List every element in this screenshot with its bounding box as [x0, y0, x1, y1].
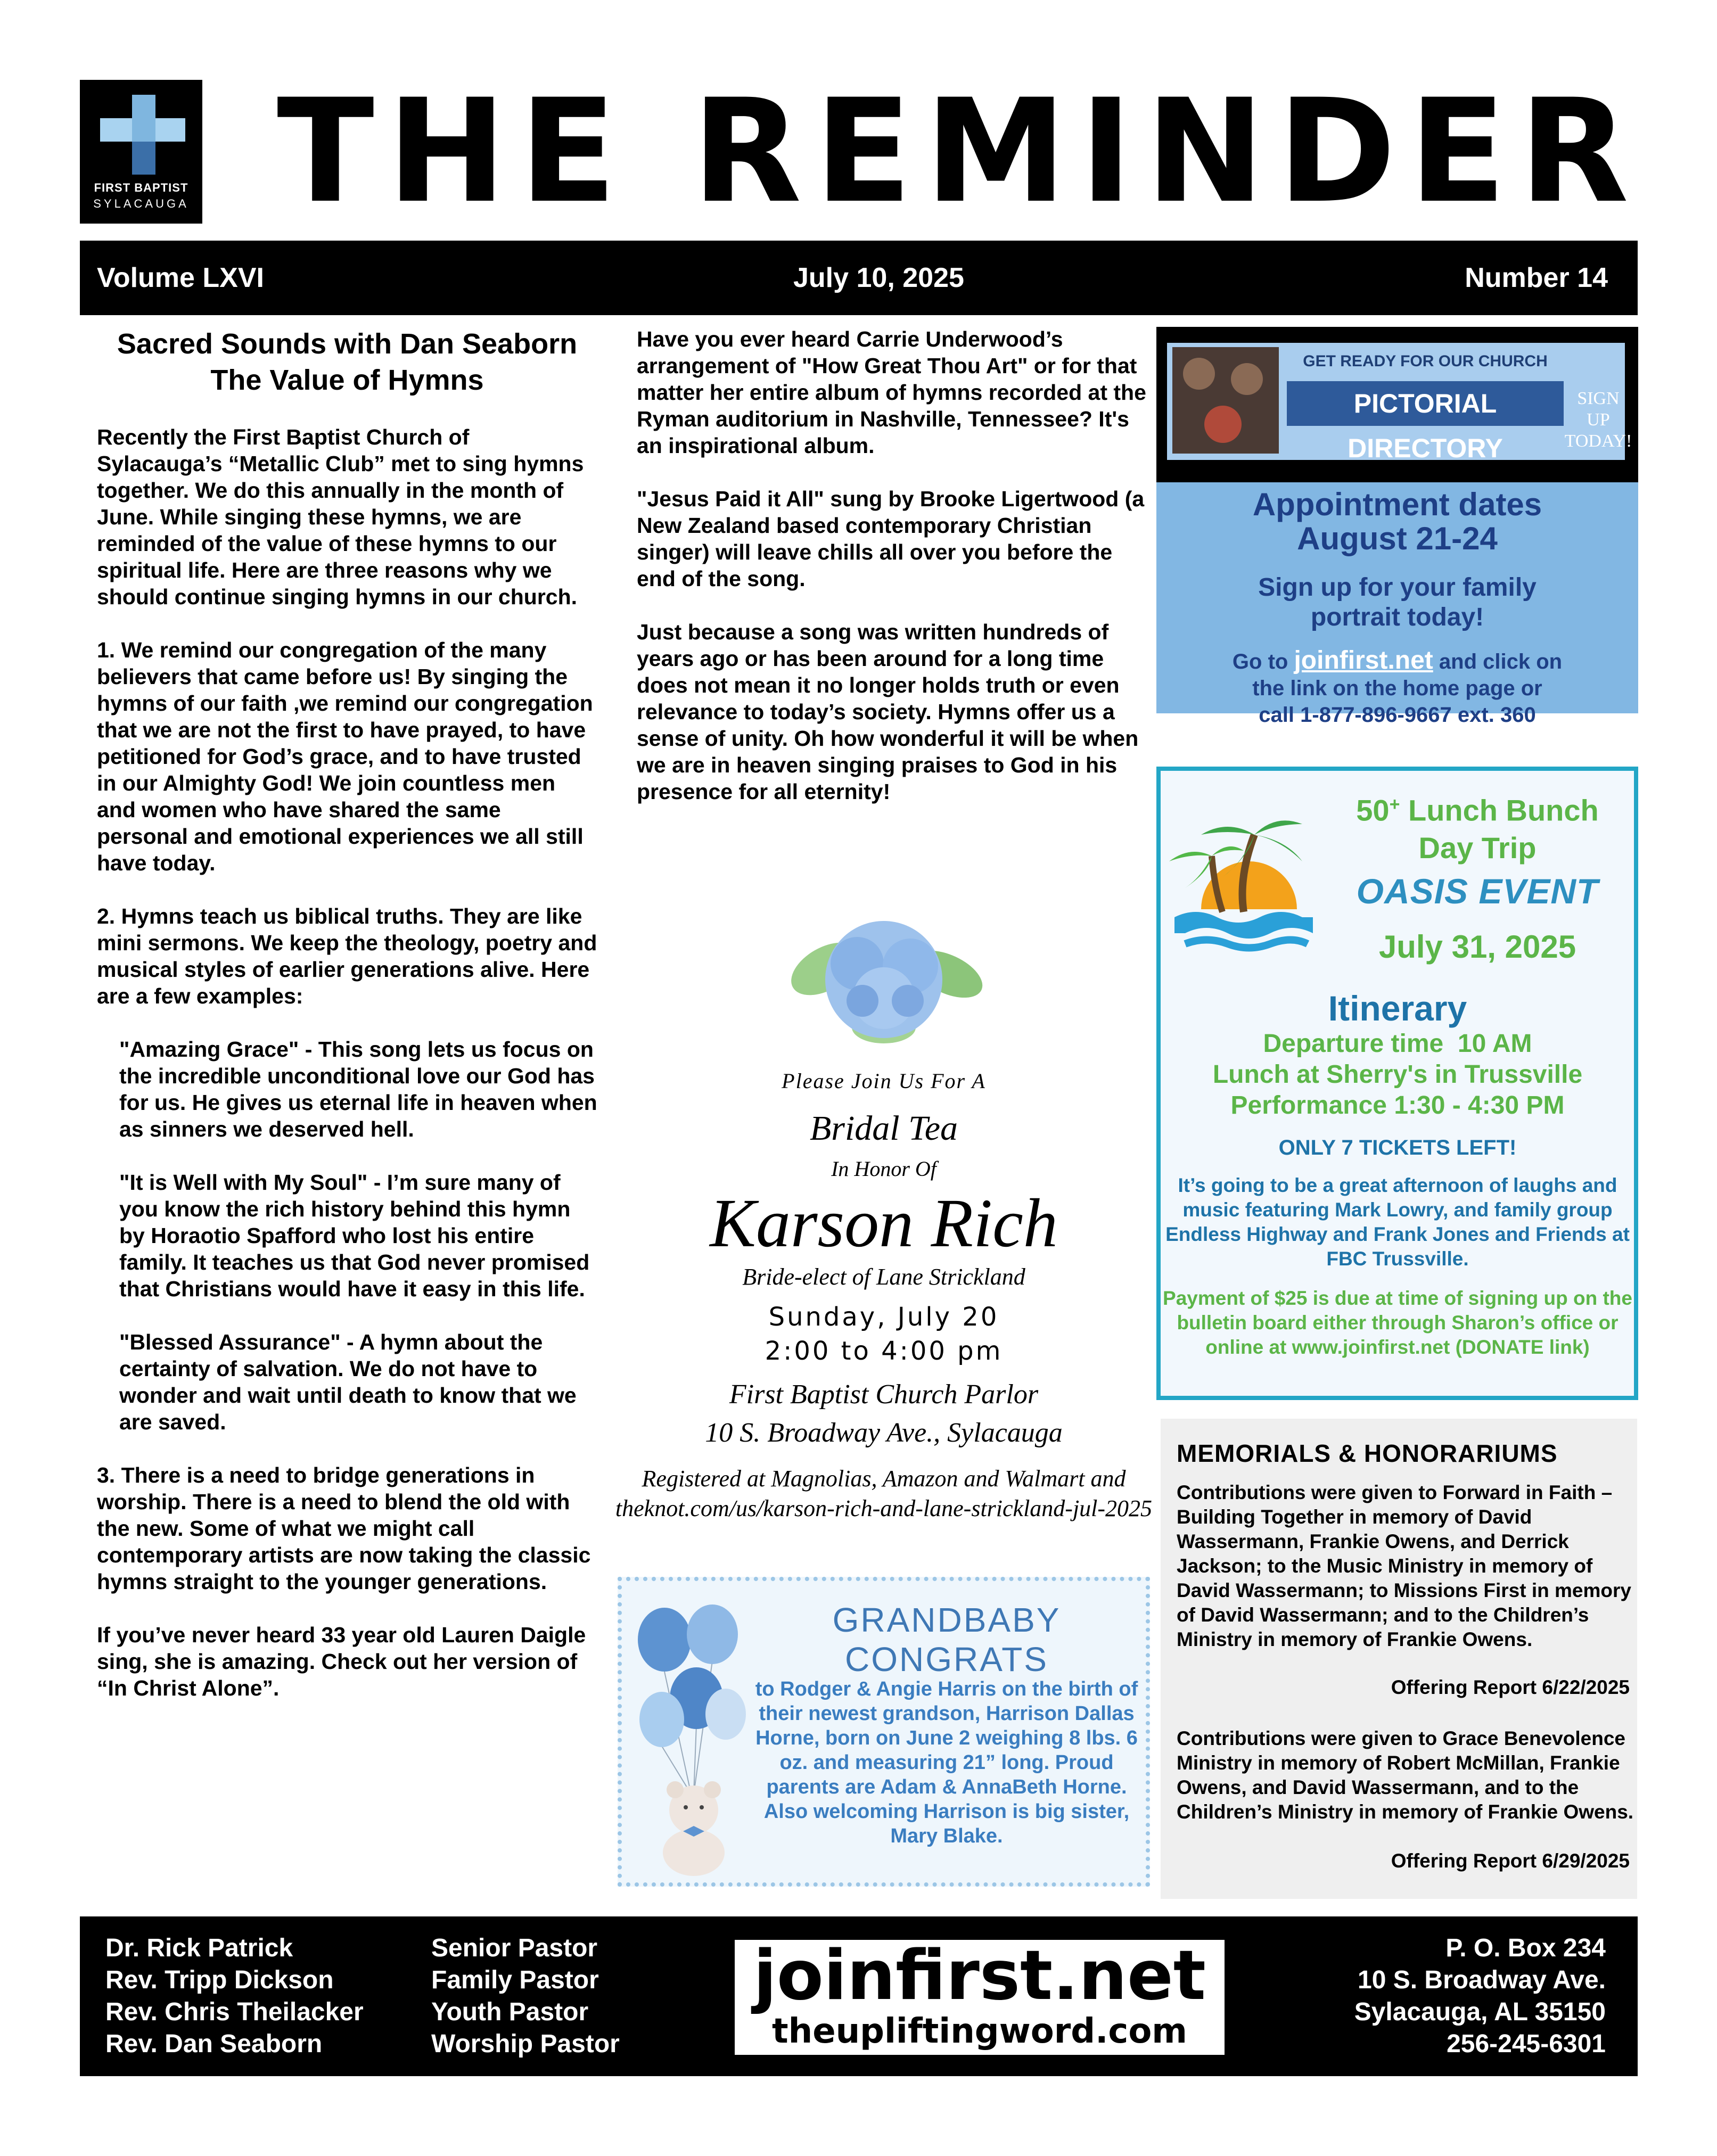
- upliftingword-url[interactable]: theupliftingword.com: [772, 2012, 1187, 2051]
- age-number: 50: [1356, 793, 1390, 827]
- offering-report: Offering Report 6/22/2025: [1391, 1676, 1630, 1698]
- directory-header: [1156, 327, 1638, 482]
- appointment-label: Appointment dates: [1252, 487, 1542, 522]
- oasis-event: OASIS EVENT: [1356, 871, 1599, 911]
- article-paragraph: If you’ve never heard 33 year old Lauren Daigle sing, she is amazing. Check out her version of “In Christ Alone”.: [97, 1623, 586, 1700]
- trip-date: July 31, 2025: [1378, 929, 1576, 965]
- hydrangea-flower-icon: [777, 905, 990, 1059]
- tickets-left: ONLY 7 TICKETS LEFT!: [1278, 1136, 1517, 1159]
- staff-name: Rev. Chris Theilacker: [105, 1998, 364, 2026]
- phone-line: call 1-877-896-9667 ext. 360: [1259, 703, 1536, 727]
- palm-tree-sunset-icon: [1164, 803, 1324, 962]
- article-paragraph: Recently the First Baptist Church of Sylacauga’s “Metallic Club” met to sing hymns together. We do this annually in the month of June. While singing these hymns, we are reminded of the value of these hymns to our spiritual life. Here are three reasons why we should continue singing hymns in our church.: [97, 425, 584, 609]
- staff-title: Worship Pastor: [431, 2030, 620, 2058]
- phone-number: 256-245-6301: [1447, 2030, 1606, 2058]
- hymn-example: "Amazing Grace" - This song lets us focus on the incredible unconditional love our God has for us. He gives us eternal life in heaven when as sinners we deserved hell.: [119, 1037, 597, 1141]
- staff-title: Youth Pastor: [431, 1998, 589, 2026]
- bride-name: Karson Rich: [710, 1185, 1058, 1262]
- invite-line: Please Join Us For A: [782, 1069, 986, 1093]
- staff-name: Rev. Tripp Dickson: [105, 1966, 334, 1994]
- event-place: First Baptist Church Parlor: [729, 1379, 1039, 1410]
- memorials-box: [1161, 1419, 1637, 1899]
- staff-name: Dr. Rick Patrick: [105, 1934, 293, 1962]
- event-address: 10 S. Broadway Ave., Sylacauga: [705, 1418, 1063, 1448]
- article-heading: Sacred Sounds with Dan Seaborn: [117, 328, 578, 360]
- age-plus: +: [1389, 794, 1400, 814]
- appointment-range: August 21-24: [1297, 521, 1498, 556]
- performance-time: Performance 1:30 - 4:30 PM: [1230, 1091, 1565, 1120]
- article-paragraph: 3. There is a need to bridge generations in worship. There is a need to blend the old with the new. Some of what we might call contemporary artists are now taking the classic hymns straight to the younger generations.: [97, 1463, 591, 1594]
- offering-report: Offering Report 6/29/2025: [1391, 1850, 1630, 1872]
- directory-banner-title: PICTORIAL DIRECTORY: [1287, 381, 1564, 426]
- family-photo: [1172, 347, 1279, 454]
- article-paragraph: 1. We remind our congregation of the many believers that came before us! By singing the hymns of our faith ,we remind our congregation that we are not the first to have prayed, to have petitioned for God’s grace, and to have trusted in our Almighty God! We join countless men and women who have shared the same personal and emotional experiences we all still have today.: [97, 638, 593, 875]
- article-column-1: [97, 326, 597, 1728]
- article-subheading: The Value of Hymns: [210, 364, 484, 396]
- article-paragraph: 2. Hymns teach us biblical truths. They are like mini sermons. We keep the theology, poetry and musical styles of earlier generations alive. Here are a few examples:: [97, 904, 597, 1008]
- lunch-bunch-label: Lunch Bunch: [1400, 793, 1599, 827]
- address-line: Sylacauga, AL 35150: [1354, 1998, 1606, 2026]
- go-to-text: Go to: [1232, 650, 1294, 673]
- sign-up-message: [1156, 573, 1638, 632]
- staff-title: Family Pastor: [431, 1966, 599, 1994]
- staff-names: [105, 1932, 414, 2060]
- staff-titles: [431, 1932, 676, 2060]
- directory-ready: GET READY FOR OUR CHURCH: [1303, 352, 1548, 370]
- footer: [80, 1916, 1638, 2076]
- event-day: Sunday, July 20: [768, 1302, 999, 1332]
- article-paragraph: Just because a song was written hundreds of years ago or has been around for a long time does not mean it no longer holds truth or even relevance to today’s society. Hymns offer us a sense of unity. Oh how wonderful it will be when we are in heaven singing praises to God in his presence for all eternity!: [637, 620, 1139, 804]
- registry-info: Registered at Magnolias, Amazon and Walmart and theknot.com/us/karson-rich-and-lane-strickland-jul-2025: [615, 1466, 1153, 1521]
- logo-line2: SYLACAUGA: [93, 197, 189, 210]
- sign-up-line1: Sign up for your family: [1258, 573, 1537, 602]
- joinfirst-link[interactable]: joinfirst.net: [1294, 646, 1433, 674]
- pictorial-directory-box: [1156, 327, 1638, 727]
- directory-instructions: [1156, 647, 1638, 728]
- cross-shade: [132, 142, 155, 175]
- instructions-line2: the link on the home page or: [1252, 677, 1542, 700]
- honor-line: In Honor Of: [831, 1157, 936, 1181]
- day-trip-label: Day Trip: [1418, 830, 1537, 865]
- grandbaby-title: GRANDBABY CONGRATS: [832, 1601, 1061, 1678]
- hymn-example: "It is Well with My Soul" - I’m sure many of you know the rich history behind this hymn by Horaotio Spafford who lost his entire family. It teaches us that God never promised that Christians would have it easy in this life.: [119, 1170, 590, 1301]
- departure-time: Departure time 10 AM: [1263, 1030, 1532, 1058]
- address-line: 10 S. Broadway Ave.: [1358, 1966, 1606, 1994]
- staff-name: Rev. Dan Seaborn: [105, 2030, 323, 2058]
- joinfirst-url[interactable]: joinfirst.net: [753, 1936, 1206, 2015]
- address-line: P. O. Box 234: [1445, 1934, 1606, 1962]
- lunch-location: Lunch at Sherry's in Trussville: [1212, 1060, 1583, 1089]
- bride-elect-line: Bride-elect of Lane Strickland: [742, 1264, 1025, 1290]
- church-address: [1265, 1932, 1606, 2060]
- sign-up-today: SIGN UP TODAY!: [1564, 389, 1632, 451]
- volume-bar: [80, 241, 1638, 315]
- website-box: [735, 1936, 1225, 2055]
- hymn-example: "Blessed Assurance" - A hymn about the certainty of salvation. We do not have to wonder and wait until death to know that we are saved.: [119, 1330, 577, 1434]
- logo-line1: FIRST BAPTIST: [94, 181, 188, 194]
- article-paragraph: Have you ever heard Carrie Underwood’s arrangement of "How Great Thou Art" or for that matter her entire album of hymns recorded at the Ryman auditorium in Nashville, Tennessee? It's an inspirational album.: [637, 327, 1146, 458]
- memorial-paragraph: Contributions were given to Forward in Faith – Building Together in memory of David Wassermann, Frankie Owens, and Derrick Jackson; to the Music Ministry in memory of David Wassermann; to Missions First in memory of David Wassermann; and to the Children’s Ministry in memory of Frankie Owens.: [1177, 1482, 1631, 1650]
- itinerary-schedule: [1161, 1028, 1634, 1121]
- click-on-text: and click on: [1433, 650, 1563, 673]
- balloons-teddy-icon: [632, 1602, 755, 1879]
- bridal-tea-invitation: [612, 905, 1155, 1524]
- itinerary-heading: Itinerary: [1328, 989, 1467, 1028]
- lunch-bunch-box: [1156, 767, 1638, 1400]
- appointment-dates: [1156, 488, 1638, 556]
- grandbaby-text: to Rodger & Angie Harris on the birth of their newest grandson, Harrison Dallas Horne, born on June 2 weighing 8 lbs. 6 oz. and measuring 21” long. Proud parents are Adam & AnnaBeth Horne. Also welcoming Harrison is big sister, Mary Blake.: [755, 1678, 1138, 1847]
- event-name: Bridal Tea: [809, 1109, 958, 1148]
- church-logo: [80, 80, 202, 224]
- sign-up-line2: portrait today!: [1310, 603, 1484, 631]
- article-paragraph: "Jesus Paid it All" sung by Brooke Ligertwood (a New Zealand based contemporary Christian singer) will leave chills all over you before the end of the song.: [637, 487, 1145, 591]
- grandbaby-congrats-box: [618, 1577, 1150, 1887]
- newsletter-title: THE REMINDER: [277, 69, 1642, 235]
- event-description: It’s going to be a great afternoon of laughs and music featuring Mark Lowry, and family group Endless Highway and Frank Jones and Friends at FBC Trussville.: [1165, 1174, 1630, 1270]
- volume-label: Volume LXVI: [97, 262, 264, 293]
- event-time: 2:00 to 4:00 pm: [765, 1336, 1003, 1366]
- payment-info: Payment of $25 is due at time of signing up on the bulletin board either through Sharon’s office or online at www.joinfirst.net (DONATE link): [1163, 1287, 1632, 1358]
- memorial-paragraph: Contributions were given to Grace Benevolence Ministry in memory of Robert McMillan, Frankie Owens, and David Wassermann, and to the Children’s Ministry in memory of Frankie Owens.: [1177, 1727, 1634, 1823]
- issue-date: July 10, 2025: [793, 262, 964, 293]
- staff-title: Senior Pastor: [431, 1934, 598, 1962]
- article-column-2: [637, 326, 1148, 832]
- directory-banner: [1167, 343, 1632, 463]
- lunch-bunch-title: [1320, 786, 1634, 867]
- issue-number: Number 14: [1465, 262, 1608, 293]
- memorials-heading: MEMORIALS & HONORARIUMS: [1177, 1439, 1558, 1467]
